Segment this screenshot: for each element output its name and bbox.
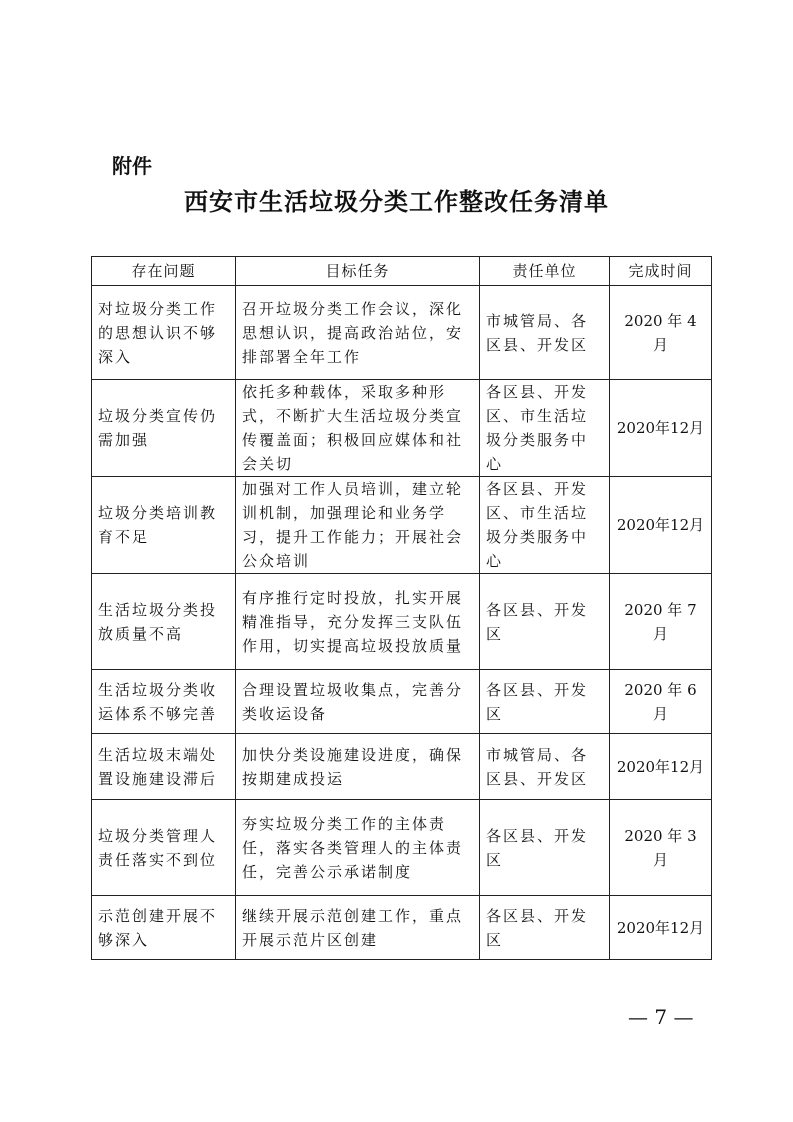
time-cell: 2020 年 7 月 xyxy=(610,574,712,670)
unit-cell: 各区县、开发区 xyxy=(480,670,610,734)
task-cell: 依托多种载体，采取多种形式，不断扩大生活垃圾分类宣传覆盖面；积极回应媒体和社会关切 xyxy=(236,380,480,477)
table-row xyxy=(92,477,712,574)
unit-cell: 各区县、开发区 xyxy=(480,574,610,670)
problem-cell: 生活垃圾末端处置设施建设滞后 xyxy=(92,734,236,800)
table-row xyxy=(92,670,712,734)
unit-cell: 各区县、开发区、市生活垃圾分类服务中心 xyxy=(480,380,610,477)
table-row xyxy=(92,896,712,960)
header-time: 完成时间 xyxy=(610,257,712,286)
task-cell: 夯实垃圾分类工作的主体责任，落实各类管理人的主体责任，完善公示承诺制度 xyxy=(236,800,480,896)
time-cell: 2020 年 4 月 xyxy=(610,286,712,380)
table-header-row xyxy=(92,257,712,286)
problem-cell: 生活垃圾分类投放质量不高 xyxy=(92,574,236,670)
unit-cell: 各区县、开发区、市生活垃圾分类服务中心 xyxy=(480,477,610,574)
document-title: 西安市生活垃圾分类工作整改任务清单 xyxy=(184,187,609,216)
time-cell: 2020 年 3 月 xyxy=(610,800,712,896)
unit-cell: 市城管局、各区县、开发区 xyxy=(480,286,610,380)
problem-cell: 生活垃圾分类收运体系不够完善 xyxy=(92,670,236,734)
table-row xyxy=(92,574,712,670)
header-problem: 存在问题 xyxy=(92,257,236,286)
attachment-label: 附件 xyxy=(112,154,152,178)
task-cell: 有序推行定时投放，扎实开展精准指导，充分发挥三支队伍作用，切实提高垃圾投放质量 xyxy=(236,574,480,670)
header-unit: 责任单位 xyxy=(480,257,610,286)
table-row xyxy=(92,734,712,800)
rectification-task-table xyxy=(91,256,712,960)
task-cell: 加快分类设施建设进度，确保按期建成投运 xyxy=(236,734,480,800)
task-cell: 召开垃圾分类工作会议，深化思想认识，提高政治站位，安排部署全年工作 xyxy=(236,286,480,380)
problem-cell: 垃圾分类宣传仍需加强 xyxy=(92,380,236,477)
task-cell: 加强对工作人员培训，建立轮训机制，加强理论和业务学习，提升工作能力；开展社会公众培训 xyxy=(236,477,480,574)
table-row xyxy=(92,800,712,896)
page-number: — 7 — xyxy=(628,1005,694,1029)
time-cell: 2020年12月 xyxy=(610,734,712,800)
time-cell: 2020年12月 xyxy=(610,477,712,574)
problem-cell: 对垃圾分类工作的思想认识不够深入 xyxy=(92,286,236,380)
time-cell: 2020 年 6 月 xyxy=(610,670,712,734)
table-row xyxy=(92,380,712,477)
unit-cell: 市城管局、各区县、开发区 xyxy=(480,734,610,800)
unit-cell: 各区县、开发区 xyxy=(480,896,610,960)
task-cell: 合理设置垃圾收集点，完善分类收运设备 xyxy=(236,670,480,734)
time-cell: 2020年12月 xyxy=(610,380,712,477)
header-task: 目标任务 xyxy=(236,257,480,286)
task-cell: 继续开展示范创建工作，重点开展示范片区创建 xyxy=(236,896,480,960)
problem-cell: 垃圾分类管理人责任落实不到位 xyxy=(92,800,236,896)
problem-cell: 垃圾分类培训教育不足 xyxy=(92,477,236,574)
unit-cell: 各区县、开发区 xyxy=(480,800,610,896)
time-cell: 2020年12月 xyxy=(610,896,712,960)
table-row xyxy=(92,286,712,380)
problem-cell: 示范创建开展不够深入 xyxy=(92,896,236,960)
